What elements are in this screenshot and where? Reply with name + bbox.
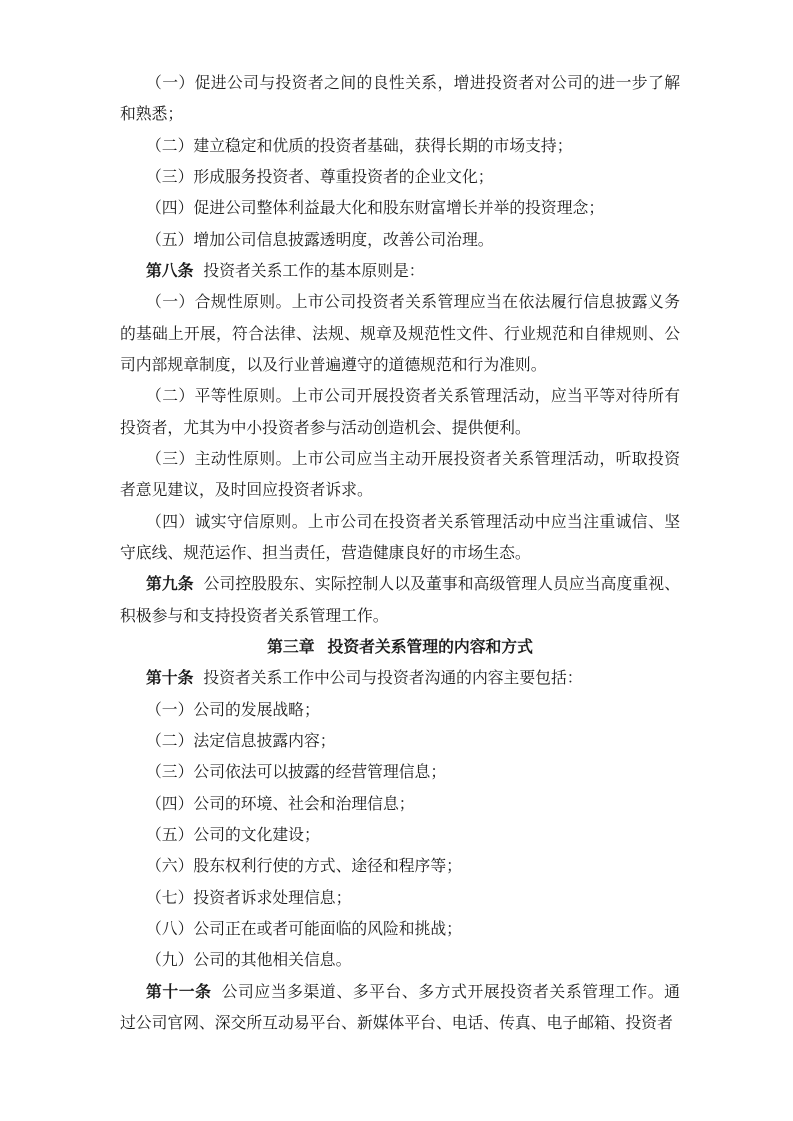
chapter-number: 第三章 bbox=[267, 638, 315, 656]
text-line: （一）促进公司与投资者之间的良性关系，增进投资者对公司的进一步了解 bbox=[146, 75, 680, 92]
text-line: （七）投资者诉求处理信息； bbox=[146, 889, 352, 907]
text-line bbox=[120, 977, 680, 1008]
text-line: 积极参与和支持投资者关系管理工作。 bbox=[120, 607, 389, 625]
text-line bbox=[120, 663, 680, 694]
text-line: （二）法定信息披露内容； bbox=[146, 732, 336, 750]
text-line: （四）公司的环境、社会和治理信息； bbox=[146, 795, 415, 813]
line-text: 投资者关系工作的基本原则是： bbox=[203, 262, 425, 280]
text-line: （四）诚实守信原则。上市公司在投资者关系管理活动中应当注重诚信、坚 bbox=[146, 513, 680, 531]
text-line: 者意见建议，及时回应投资者诉求。 bbox=[120, 482, 373, 500]
text-line: 的基础上开展，符合法律、法规、规章及规范性文件、行业规范和自律规则、公 bbox=[120, 325, 680, 343]
chapter-heading bbox=[120, 632, 680, 663]
text-line: （三）形成服务投资者、尊重投资者的企业文化； bbox=[146, 168, 494, 186]
text-line: （三）公司依法可以披露的经营管理信息； bbox=[146, 764, 447, 782]
line-text: 投资者关系工作中公司与投资者沟通的内容主要包括： bbox=[203, 670, 583, 688]
text-line: （六）股东权利行使的方式、途径和程序等； bbox=[146, 858, 462, 876]
document-page-body bbox=[120, 68, 680, 1039]
line-text: 公司应当多渠道、多平台、多方式开展投资者关系管理工作。通 bbox=[221, 983, 680, 1001]
text-line bbox=[120, 569, 680, 600]
text-line: （五）增加公司信息披露透明度，改善公司治理。 bbox=[146, 231, 494, 249]
text-line bbox=[120, 256, 680, 287]
text-line: （三）主动性原则。上市公司应当主动开展投资者关系管理活动，听取投资 bbox=[146, 450, 680, 468]
text-line: 司内部规章制度，以及行业普遍遵守的道德规范和行为准则。 bbox=[120, 356, 547, 374]
text-line: 投资者，尤其为中小投资者参与活动创造机会、提供便利。 bbox=[120, 419, 531, 437]
text-line: （八）公司正在或者可能面临的风险和挑战； bbox=[146, 920, 462, 938]
line-text: 投资者关系管理的内容和方式 bbox=[327, 638, 533, 656]
text-line: （一）合规性原则。上市公司投资者关系管理应当在依法履行信息披露义务 bbox=[146, 294, 680, 312]
text-line: （一）公司的发展战略； bbox=[146, 701, 320, 719]
text-line: （九）公司的其他相关信息。 bbox=[146, 952, 352, 970]
article-number: 第十一条 bbox=[146, 983, 212, 1001]
text-line: （四）促进公司整体利益最大化和股东财富增长并举的投资理念； bbox=[146, 200, 605, 218]
line-text: 公司控股股东、实际控制人以及董事和高级管理人员应当高度重视、 bbox=[203, 576, 680, 594]
text-line: 守底线、规范运作、担当责任，营造健康良好的市场生态。 bbox=[120, 544, 531, 562]
article-number: 第十条 bbox=[146, 670, 194, 688]
article-number: 第九条 bbox=[146, 576, 194, 594]
text-line: （二）建立稳定和优质的投资者基础，获得长期的市场支持； bbox=[146, 137, 573, 155]
article-number: 第八条 bbox=[146, 262, 194, 280]
text-line: （五）公司的文化建设； bbox=[146, 826, 320, 844]
text-line: 过公司官网、深交所互动易平台、新媒体平台、电话、传真、电子邮箱、投资者 bbox=[120, 1014, 673, 1032]
text-line: 和熟悉； bbox=[120, 106, 184, 124]
text-line: （二）平等性原则。上市公司开展投资者关系管理活动，应当平等对待所有 bbox=[146, 388, 680, 406]
